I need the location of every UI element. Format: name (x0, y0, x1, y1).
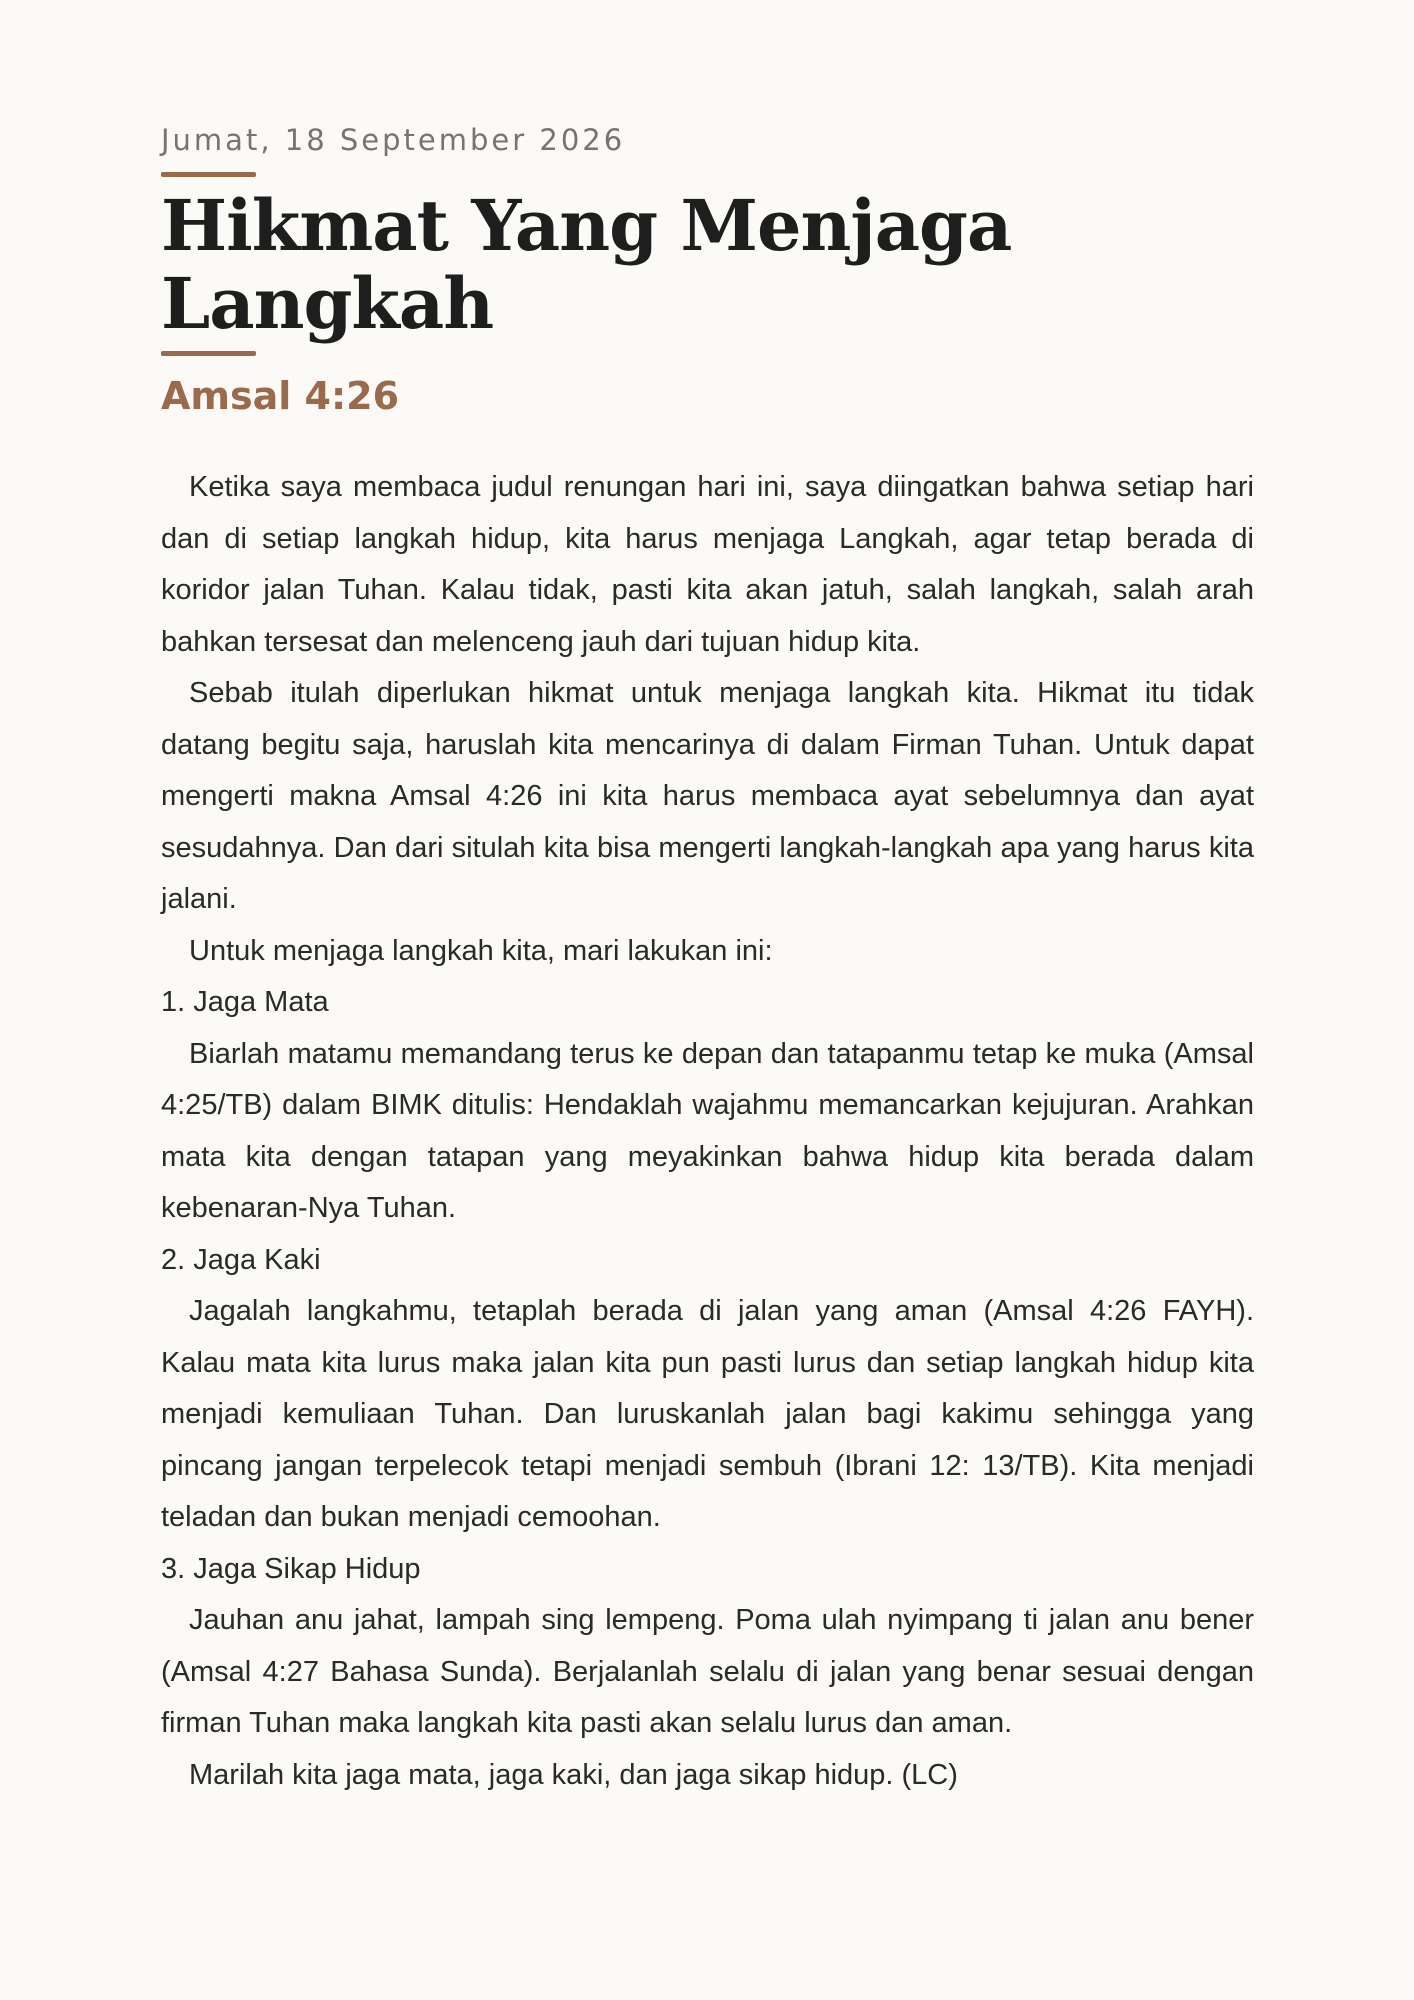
list-item-text: Jauhan anu jahat, lampah sing lempeng. Poma ulah nyimpang ti jalan anu bener (Amsal 4:27 Bahasa Sunda). Berjalanlah selalu di jalan yang benar sesuai dengan firman Tuhan maka langkah kita pasti akan selalu lurus dan aman. (161, 1604, 1254, 1739)
page-title: Hikmat Yang Menjaga Langkah (161, 184, 1012, 345)
list-item-label: 1. Jaga Mata (161, 986, 329, 1018)
date-line: Jumat, 18 September 2026 (161, 123, 626, 157)
closing-paragraph: Marilah kita jaga mata, jaga kaki, dan jaga sikap hidup. (LC) (189, 1758, 958, 1791)
list-item-text: Jagalah langkahmu, tetaplah berada di jalan yang aman (Amsal 4:26 FAYH). Kalau mata kita lurus maka jalan kita pun pasti lurus dan setiap langkah hidup kita menjadi kemuliaan Tuhan. Dan luruskanlah jalan bagi kakimu sehingga yang pincang jangan terpelecok tetapi menjadi sembuh (Ibrani 12: 13/TB). Kita menjadi teladan dan bukan menjadi cemoohan. (161, 1295, 1254, 1533)
title-rule-top (161, 172, 256, 177)
paragraph-intro: Ketika saya membaca judul renungan hari ini, saya diingatkan bahwa setiap hari dan di setiap langkah hidup, kita harus menjaga Langkah, agar tetap berada di koridor jalan Tuhan. Kalau tidak, pasti kita akan jatuh, salah langkah, salah arah bahkan tersesat dan melenceng jauh dari tujuan hidup kita. (161, 471, 1254, 658)
paragraph-list-intro: Untuk menjaga langkah kita, mari lakukan ini: (189, 934, 773, 967)
title-rule-bottom (161, 351, 256, 356)
list-item-label: 3. Jaga Sikap Hidup (161, 1552, 421, 1585)
article-body (161, 462, 1254, 1801)
list-item-label: 2. Jaga Kaki (161, 1243, 321, 1276)
verse-reference: Amsal 4:26 (161, 374, 400, 418)
list-item-text: Biarlah matamu memandang terus ke depan dan tatapanmu tetap ke muka (Amsal 4:25/TB) dalam BIMK ditulis: Hendaklah wajahmu memancarkan kejujuran. Arahkan mata kita dengan tatapan yang meyakinkan bahwa hidup kita berada dalam kebenaran-Nya Tuhan. (161, 1037, 1254, 1224)
devotional-page (161, 120, 1254, 1801)
paragraph-wisdom: Sebab itulah diperlukan hikmat untuk menjaga langkah kita. Hikmat itu tidak datang begitu saja, haruslah kita mencarinya di dalam Firman Tuhan. Untuk dapat mengerti makna Amsal 4:26 ini kita harus membaca ayat sebelumnya dan ayat sesudahnya. Dan dari situlah kita bisa mengerti langkah-langkah apa yang harus kita jalani. (161, 677, 1254, 915)
